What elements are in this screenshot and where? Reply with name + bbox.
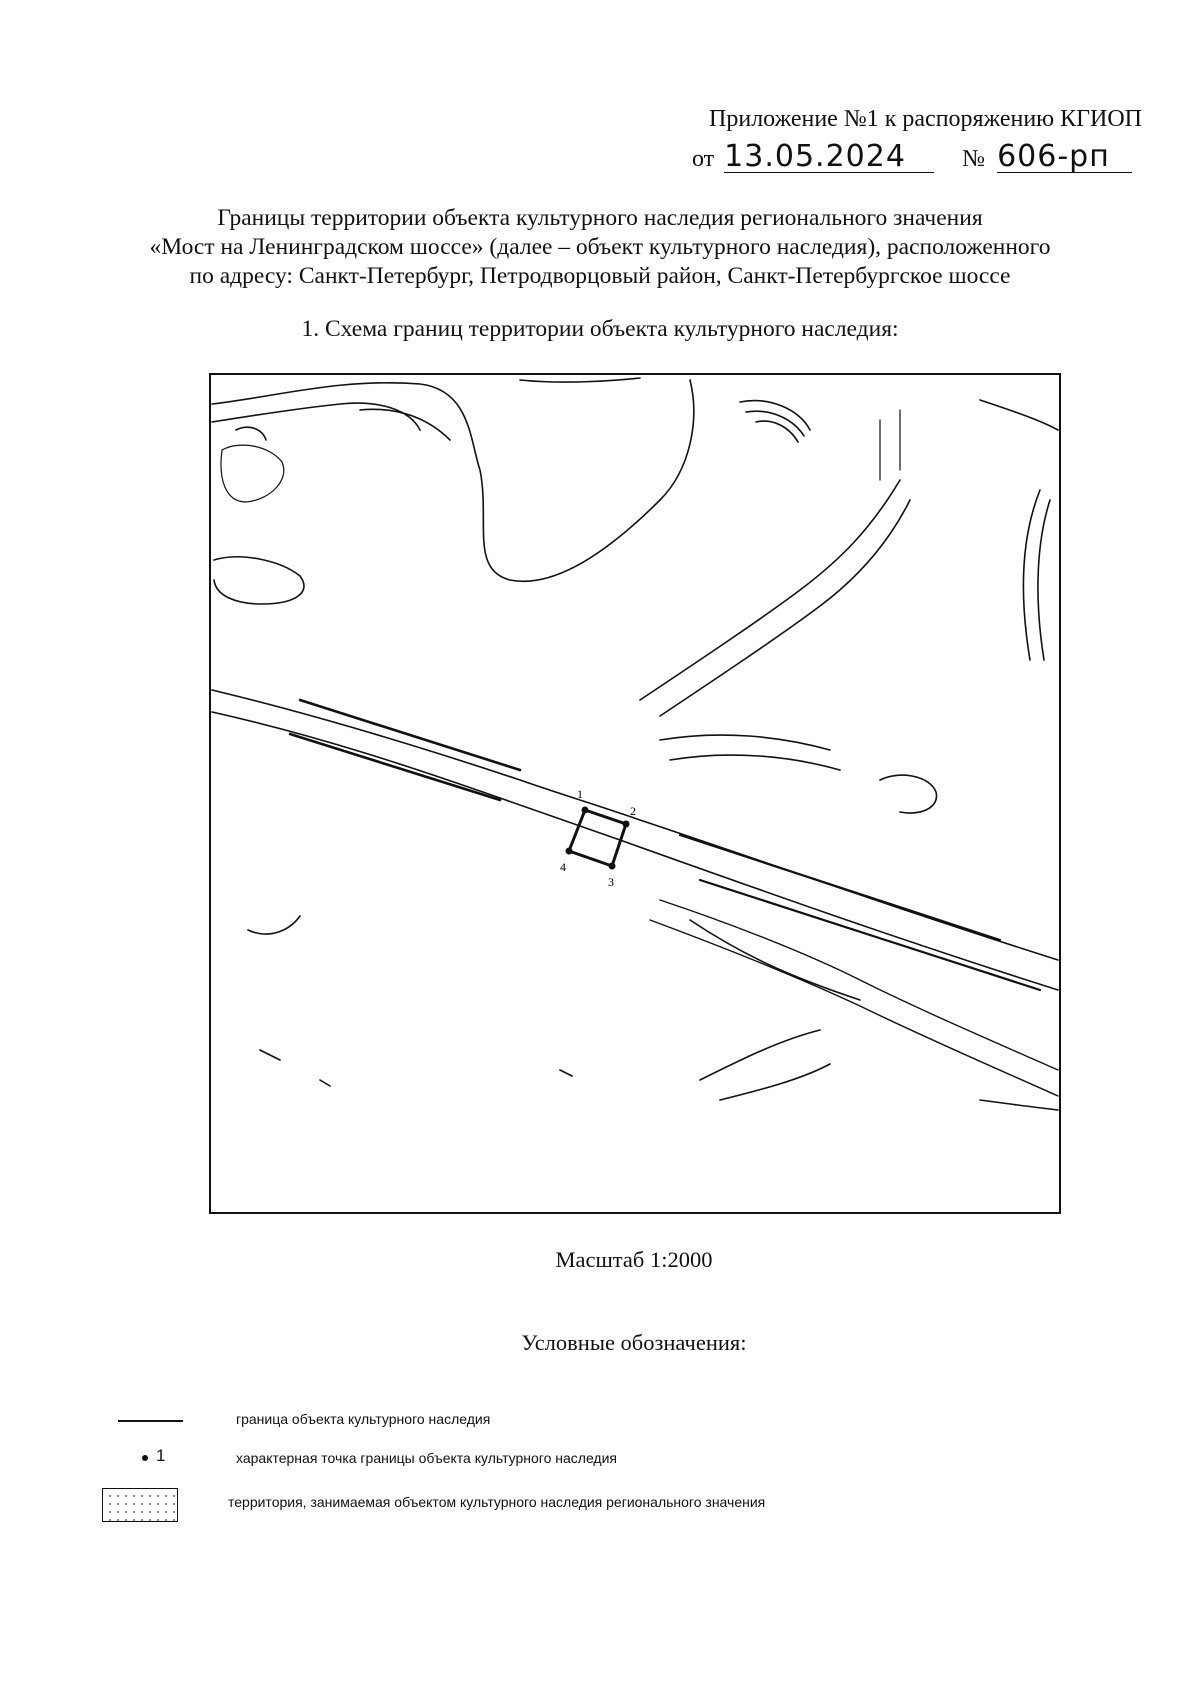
date-prefix: от <box>692 146 715 172</box>
legend-item-point: характерная точка границы объекта культурного наследия <box>236 1450 617 1466</box>
order-number: 606-рп <box>997 142 1132 173</box>
boundary-point-4-label: 4 <box>560 860 566 874</box>
map-scale: Масштаб 1:2000 <box>555 1247 713 1272</box>
title-line-3: по адресу: Санкт-Петербург, Петродворцовый район, Санкт-Петербургское шоссе <box>189 263 1011 289</box>
boundary-point-2 <box>623 821 630 828</box>
boundary-point-1-label: 1 <box>577 787 583 801</box>
legend-line-symbol <box>118 1420 183 1422</box>
boundary-point-4 <box>566 848 573 855</box>
title-line-2: «Мост на Ленинградском шоссе» (далее – объект культурного наследия), расположенного <box>149 234 1051 260</box>
legend-item-area: территория, занимаемая объектом культурного наследия регионального значения <box>228 1494 766 1510</box>
appendix-label: Приложение №1 к распоряжению КГИОП <box>709 106 1142 132</box>
legend-heading: Условные обозначения: <box>521 1330 747 1355</box>
legend-area-symbol <box>102 1488 178 1522</box>
order-date: 13.05.2024 <box>724 142 934 173</box>
boundary-point-1 <box>582 807 589 814</box>
boundary-point-3 <box>609 863 616 870</box>
title-line-1: Границы территории объекта культурного наследия регионального значения <box>217 205 983 231</box>
boundary-point-2-label: 2 <box>630 804 636 818</box>
legend-point-symbol-label: 1 <box>156 1446 166 1465</box>
map-frame <box>210 374 1060 1213</box>
legend-item-boundary: граница объекта культурного наследия <box>236 1411 491 1427</box>
number-prefix: № <box>962 146 986 172</box>
boundary-point-3-label: 3 <box>608 875 614 889</box>
legend-point-symbol <box>142 1455 148 1461</box>
section-heading: 1. Схема границ территории объекта культурного наследия: <box>301 316 899 342</box>
